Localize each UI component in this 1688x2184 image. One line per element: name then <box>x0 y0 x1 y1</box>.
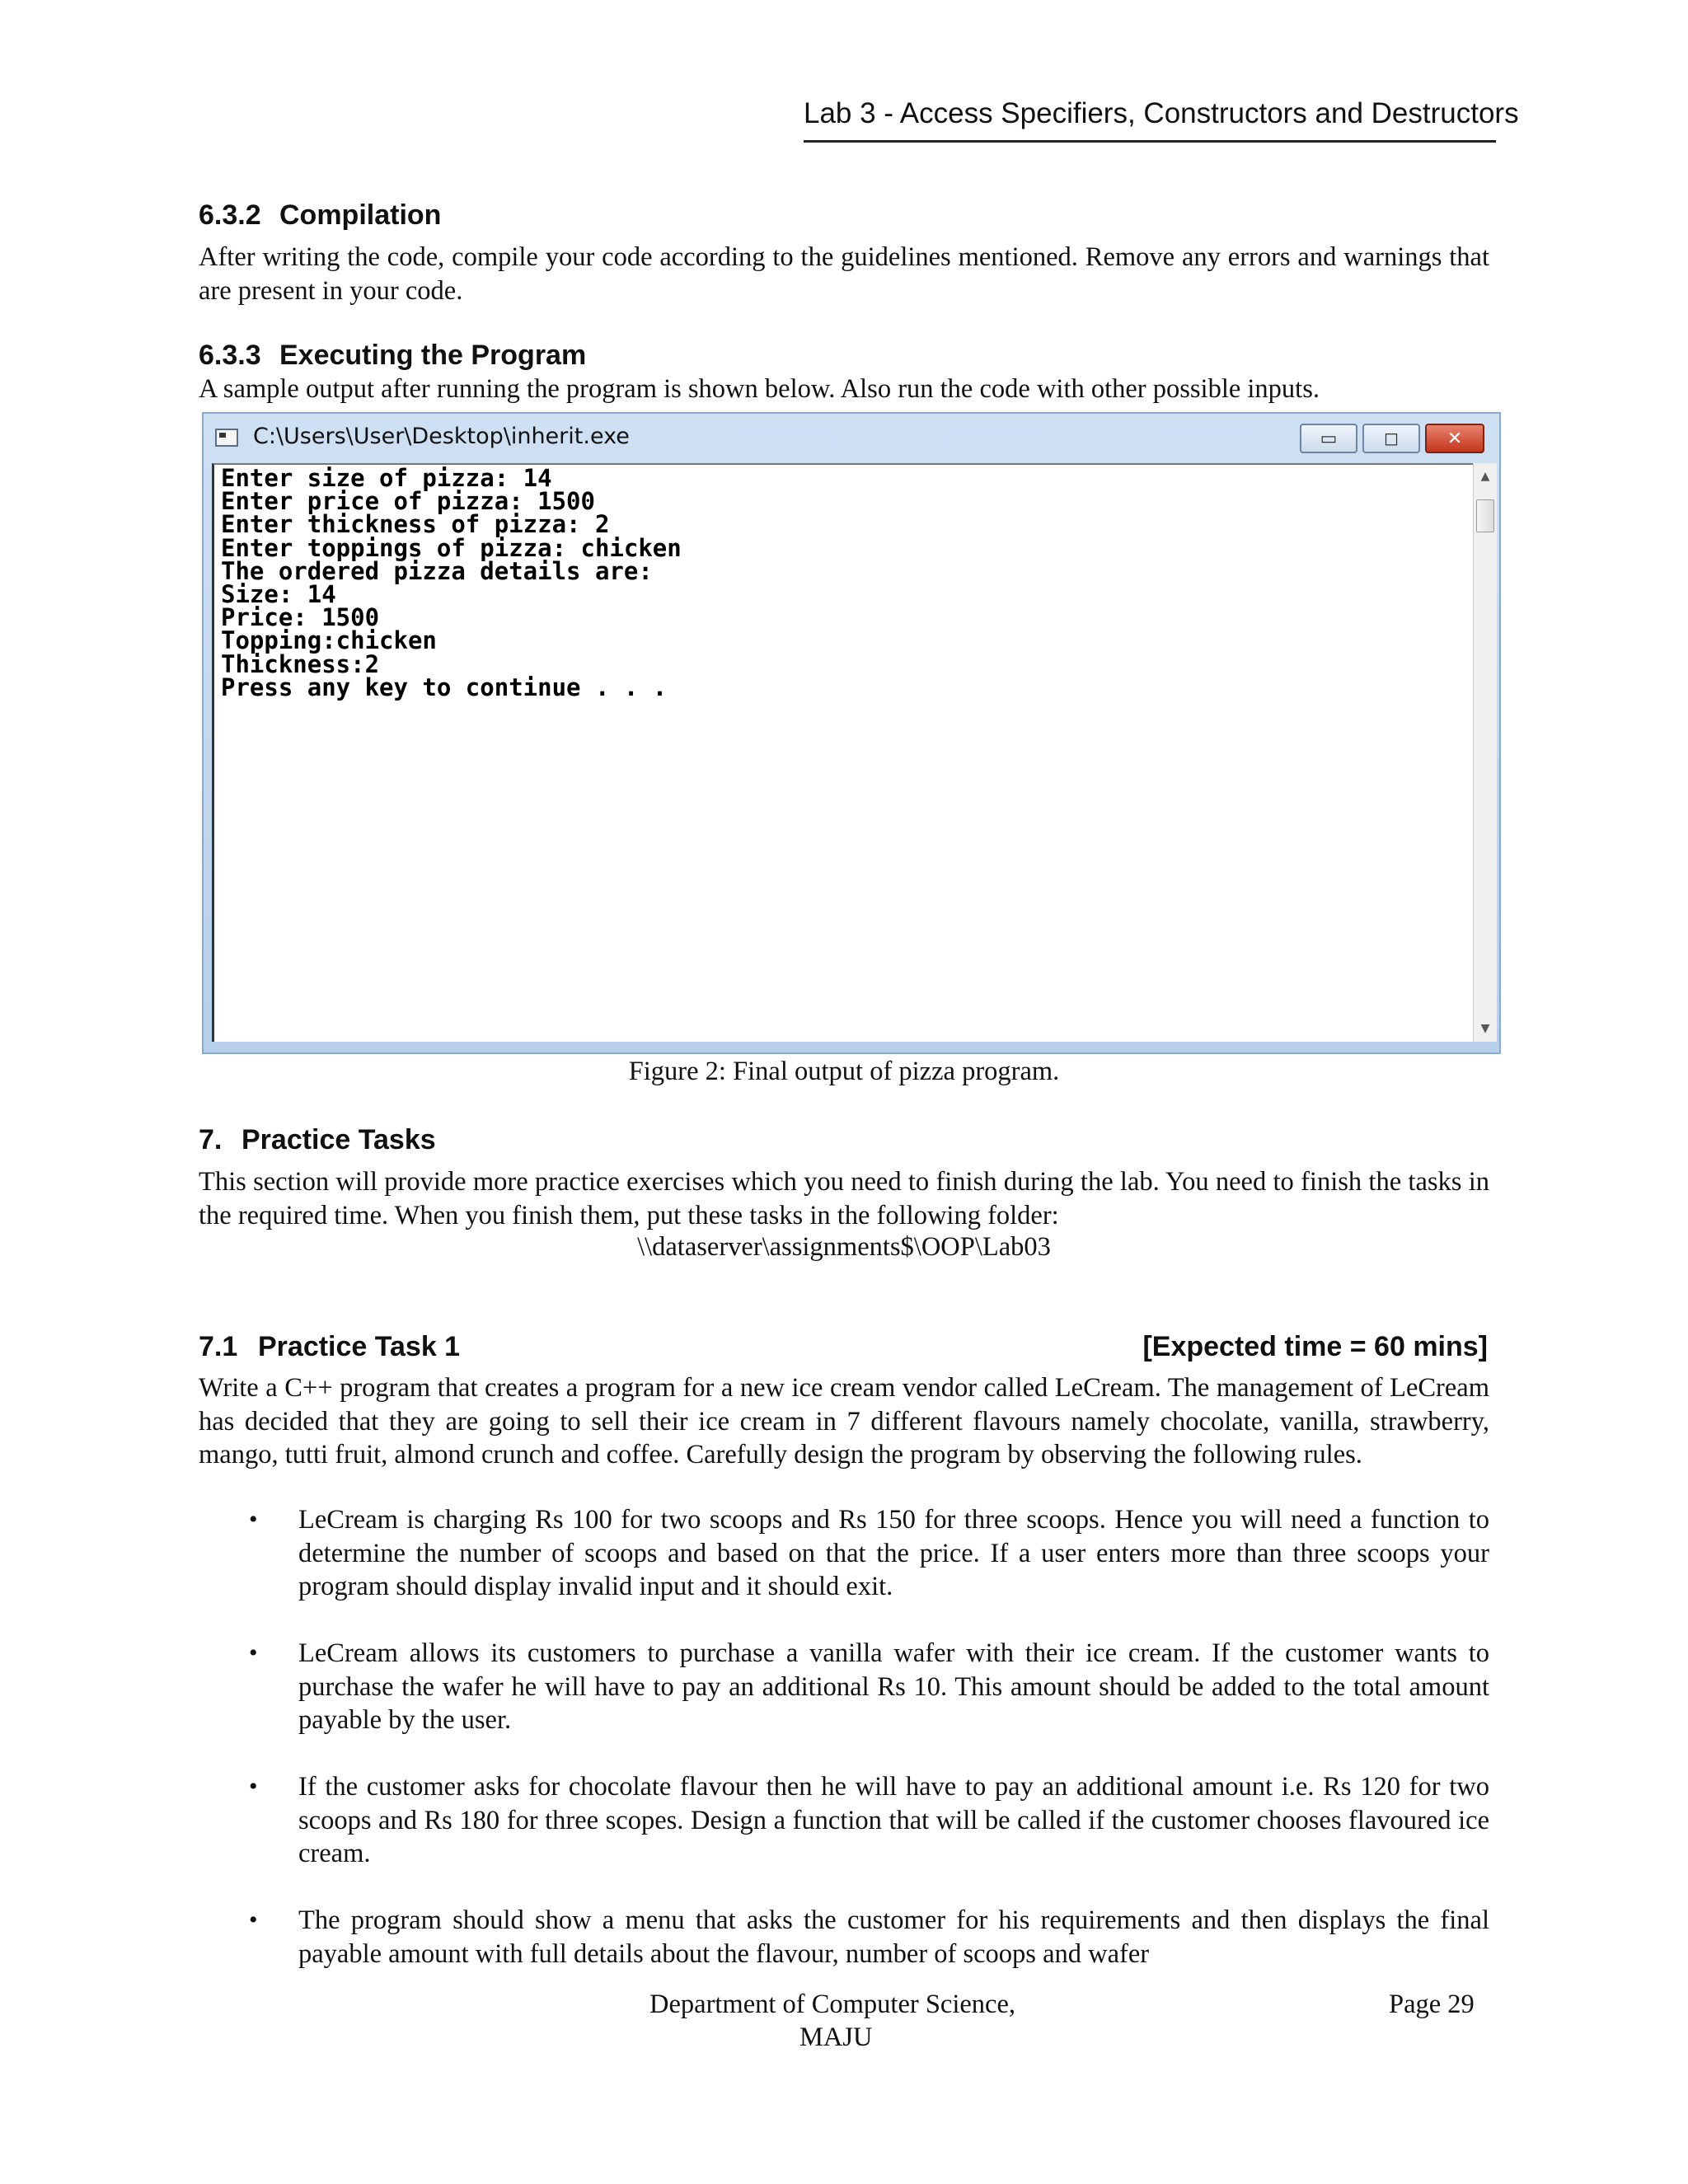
console-line: Price: 1500 <box>221 603 380 632</box>
console-line: Press any key to continue . . . <box>221 673 668 701</box>
section-number: 7. <box>199 1124 223 1155</box>
compilation-paragraph: After writing the code, compile your code according to the guidelines mentioned. Remove any errors and warnings that are present in your code. <box>199 242 1489 306</box>
console-line: Topping:chicken <box>221 626 437 655</box>
list-item <box>199 1770 1489 1871</box>
list-item-text: The program should show a menu that asks the customer for his requirements and then displays the final payable amount with full details about the flavour, number of scoops and wafer <box>298 1905 1489 1969</box>
bullet-icon: • <box>249 1506 258 1533</box>
console-line: The ordered pizza details are: <box>221 556 653 585</box>
list-item <box>199 1503 1489 1604</box>
console-window-title: C:\Users\User\Desktop\inherit.exe <box>253 424 630 449</box>
section-6-3-3-heading <box>199 340 586 372</box>
bullet-icon: • <box>249 1639 258 1666</box>
console-line: Enter size of pizza: 14 <box>221 464 552 492</box>
scroll-down-arrow-icon[interactable]: ▼ <box>1480 1022 1490 1035</box>
running-header: Lab 3 - Access Specifiers, Constructors and Destructors <box>804 97 1496 143</box>
section-number: 6.3.2 <box>199 199 261 231</box>
section-title: Compilation <box>279 199 442 231</box>
list-item-text: LeCream is charging Rs 100 for two scoops and Rs 150 for three scoops. Hence you will need a function to determine the number of scoops and based on that the price. If a user enters more than three scoops your program should display invalid input and it should exit. <box>298 1505 1489 1601</box>
expected-time-label: [Expected time = 60 mins] <box>1142 1331 1488 1362</box>
console-line: Enter price of pizza: 1500 <box>221 487 595 516</box>
section-6-3-2-heading <box>199 199 441 232</box>
section-7-1-heading <box>199 1331 460 1363</box>
console-line: Thickness:2 <box>221 649 380 678</box>
scroll-thumb[interactable] <box>1476 499 1494 532</box>
console-line: Size: 14 <box>221 580 336 609</box>
figure-caption: Figure 2: Final output of pizza program. <box>628 1057 1060 1086</box>
executing-paragraph: A sample output after running the program is shown below. Also run the code with other possible inputs. <box>199 374 1320 404</box>
section-number: 6.3.3 <box>199 340 261 371</box>
list-item <box>199 1904 1489 1971</box>
close-button[interactable]: ✕ <box>1425 424 1484 453</box>
console-output-text <box>221 466 682 699</box>
footer-university: MAJU <box>799 2022 873 2052</box>
footer-page-number: Page 29 <box>1389 1990 1475 2019</box>
submission-folder-path: \\dataserver\assignments$\OOP\Lab03 <box>637 1232 1051 1262</box>
minimize-button[interactable]: ▭ <box>1300 424 1357 453</box>
section-title: Practice Tasks <box>241 1124 436 1155</box>
console-scrollbar[interactable] <box>1473 463 1497 1042</box>
section-7-heading <box>199 1124 436 1156</box>
practice-tasks-paragraph: This section will provide more practice exercises which you need to finish during the lab. You need to finish the tasks in the required time. When you finish them, put these tasks in the following folder: <box>199 1167 1489 1230</box>
task-1-paragraph: Write a C++ program that creates a program for a new ice cream vendor called LeCream. The management of LeCream has decided that they are going to sell their ice cream in 7 different flavours namely chocolate, vanilla, strawberry, mango, tutti fruit, almond crunch and coffee. Carefully design the program by observing the following rules. <box>199 1373 1489 1469</box>
section-title: Executing the Program <box>279 340 587 371</box>
section-number: 7.1 <box>199 1331 238 1362</box>
console-titlebar[interactable] <box>204 414 1499 463</box>
console-line: Enter thickness of pizza: 2 <box>221 510 610 539</box>
task-1-rules-list <box>199 1503 1489 2004</box>
maximize-button[interactable]: ◻ <box>1362 424 1420 453</box>
bullet-icon: • <box>249 1906 258 1933</box>
section-title: Practice Task 1 <box>258 1331 461 1362</box>
scroll-up-arrow-icon[interactable]: ▲ <box>1480 470 1490 483</box>
list-item <box>199 1637 1489 1737</box>
bullet-icon: • <box>249 1773 258 1800</box>
console-output-area[interactable] <box>212 463 1473 1042</box>
console-line: Enter toppings of pizza: chicken <box>221 533 682 562</box>
console-window <box>202 412 1501 1054</box>
list-item-text: LeCream allows its customers to purchase a vanilla wafer with their ice cream. If the customer wants to purchase the wafer he will have to pay an additional Rs 10. This amount should be added to the total amount payable by the user. <box>298 1638 1489 1735</box>
footer-department: Department of Computer Science, <box>649 1990 1016 2019</box>
console-app-icon <box>215 429 238 447</box>
list-item-text: If the customer asks for chocolate flavour then he will have to pay an additional amount i.e. Rs 120 for two scoops and Rs 180 for three scopes. Design a function that will be called if the customer chooses flavoured ice cream. <box>298 1772 1489 1868</box>
